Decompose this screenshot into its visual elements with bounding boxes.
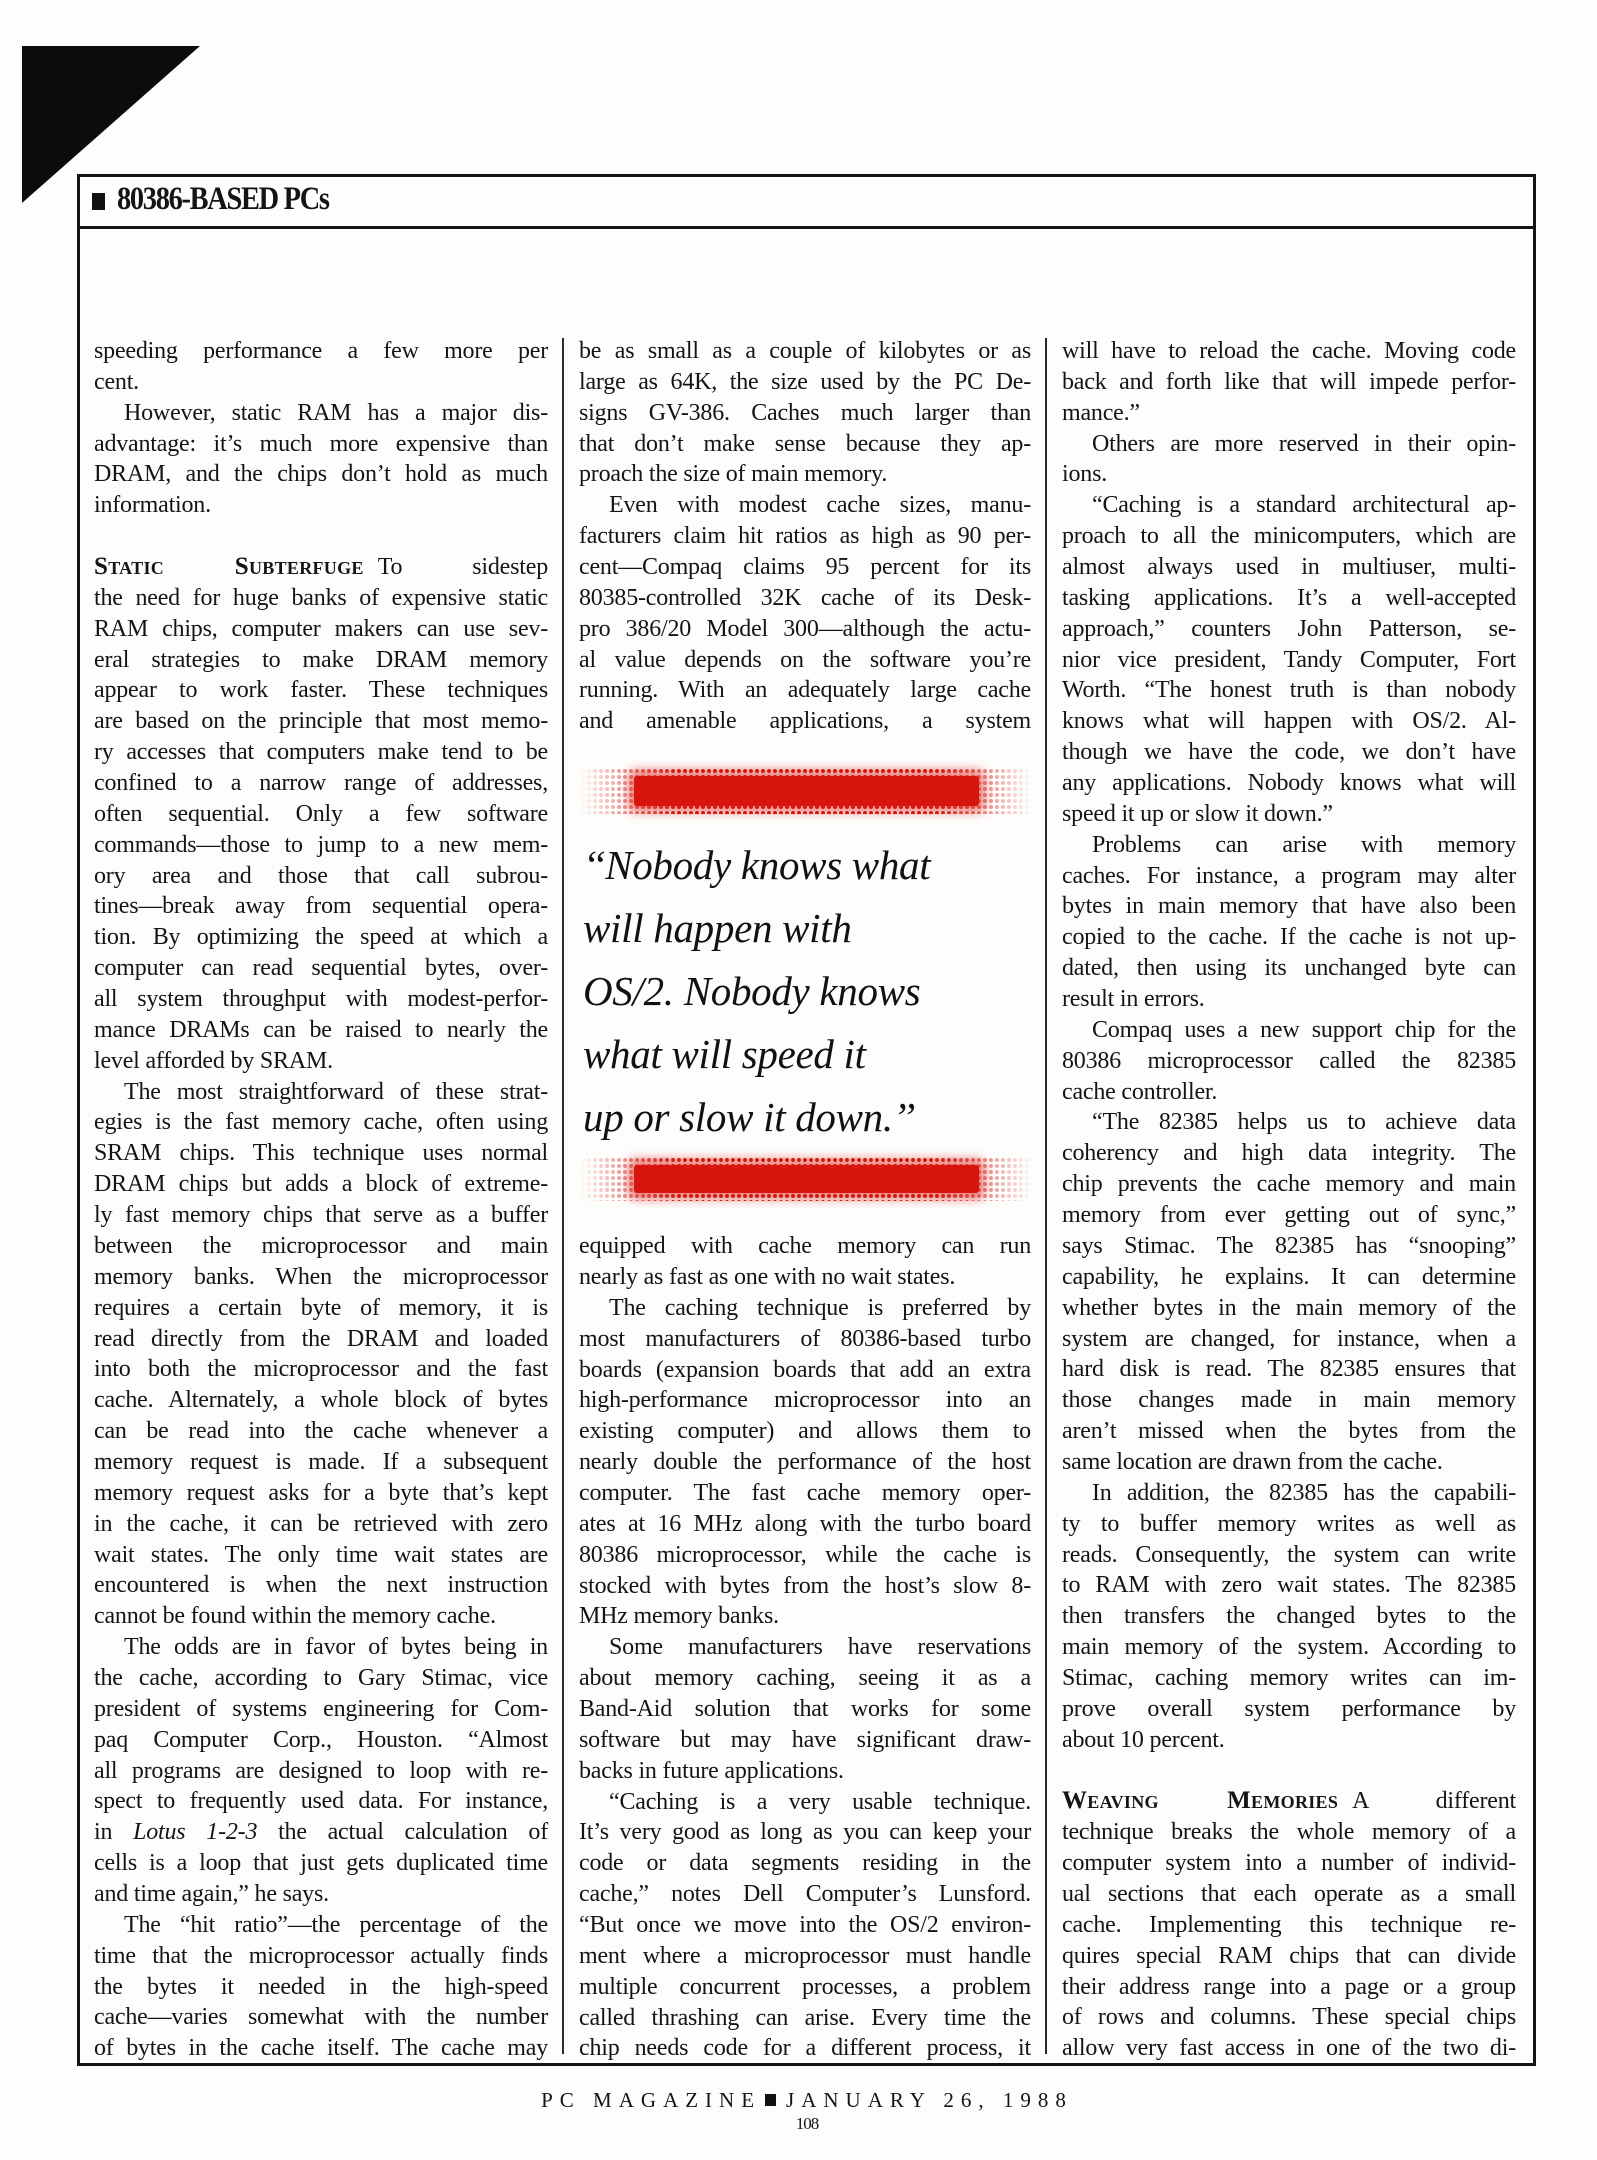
text-line: al value depends on the software you’re [579, 646, 1031, 673]
text-line: their address range into a page or a group [1062, 1973, 1516, 2000]
text-line: says Stimac. The 82385 has “snooping” [1062, 1232, 1516, 1259]
text-line: information. [94, 492, 211, 519]
text-line: boards (expansion boards that add an extra [579, 1356, 1031, 1383]
text-line: large as 64K, the size used by the PC De- [579, 368, 1031, 395]
text-line: 80386 microprocessor, while the cache is [579, 1541, 1031, 1568]
text-line: “Caching is a standard architectural ap- [1092, 492, 1516, 519]
column-rule [562, 338, 564, 2054]
text-line: paq Computer Corp., Houston. “Almost [94, 1726, 548, 1753]
text-line: “But once we move into the OS/2 environ- [579, 1911, 1031, 1938]
text-line: backs in future applications. [579, 1757, 844, 1784]
text-line: all programs are designed to loop with re- [94, 1757, 548, 1784]
text-line: software but may have significant draw- [579, 1726, 1031, 1753]
text-line: in the cache, it can be retrieved with zero [94, 1510, 548, 1537]
text-line: The odds are in favor of bytes being in [124, 1634, 548, 1661]
text-line: running. With an adequately large cache [579, 677, 1031, 704]
text-line: facturers claim hit ratios as high as 90 per- [579, 523, 1031, 550]
text-line: reads. Consequently, the system can write [1062, 1541, 1516, 1568]
text-line: called thrashing can arise. Every time the [579, 2004, 1031, 2031]
text-line: most manufacturers of 80386-based turbo [579, 1325, 1031, 1352]
text-line: aren’t missed when the bytes from the [1062, 1418, 1516, 1445]
text-line: “The 82385 helps us to achieve data [1092, 1109, 1516, 1136]
text-line: allow very fast access in one of the two di- [1062, 2035, 1516, 2062]
text-line: proach to all the minicomputers, which are [1062, 523, 1516, 550]
text-line: multiple concurrent processes, a problem [579, 1973, 1031, 2000]
text-line: president of systems engineering for Com- [94, 1695, 548, 1722]
text-line: and amenable applications, a system [579, 708, 1031, 735]
text-line: back and forth like that will impede perfor- [1062, 368, 1516, 395]
text-line: cent. [94, 368, 139, 395]
text-line: The caching technique is preferred by [609, 1294, 1031, 1321]
text-line: read directly from the DRAM and loaded [94, 1325, 548, 1352]
text-line: almost always used in multiuser, multi- [1062, 554, 1516, 581]
text-line: level afforded by SRAM. [94, 1047, 333, 1074]
page-number: 108 [795, 2114, 819, 2133]
column-2-top [579, 336, 1031, 737]
text-line: tasking applications. It’s a well-accepted [1062, 584, 1516, 611]
column-rule [1045, 338, 1047, 2054]
text-line: cells is a loop that just gets duplicated time [94, 1850, 548, 1877]
text-line: same location are drawn from the cache. [1062, 1448, 1443, 1475]
text-line: cache. Alternately, a whole block of bytes [94, 1387, 548, 1414]
bullet-square-icon [92, 193, 105, 210]
text-line: then transfers the changed bytes to the [1062, 1603, 1516, 1630]
text-line: Some manufacturers have reservations [609, 1634, 1031, 1661]
text-line: advantage: it’s much more expensive than [94, 430, 548, 457]
text-line: chip needs code for a different process, it [579, 2035, 1031, 2062]
text-line: of bytes in the cache itself. The cache may [94, 2035, 548, 2062]
section-header [77, 174, 1533, 229]
column-3 [1062, 336, 1516, 2064]
text-line: The “hit ratio”—the percentage of the [124, 1911, 548, 1938]
text-line: speeding performance a few more per [94, 338, 548, 364]
subheading: Static Subterfuge [94, 553, 364, 581]
text-line: Problems can arise with memory [1092, 831, 1516, 858]
text-line: DRAM chips but adds a block of extreme- [94, 1171, 548, 1198]
text-line: Band-Aid solution that works for some [579, 1695, 1031, 1722]
text-line: result in errors. [1062, 986, 1205, 1013]
product-name: Lotus 1-2-3 [133, 1819, 258, 1846]
text-line: will have to reload the cache. Moving code [1062, 338, 1516, 364]
text-line: speed it up or slow it down.” [1062, 800, 1333, 827]
text-line: knows what will happen with OS/2. Al- [1062, 708, 1516, 735]
column-1 [94, 336, 548, 2064]
page-footer [0, 2088, 1597, 2113]
text-line: existing computer) and allows them to [579, 1418, 1031, 1445]
text-line: The most straightforward of these strat- [124, 1078, 548, 1105]
pull-quote-line: will happen with [583, 905, 852, 951]
text-line: any applications. Nobody knows what will [1062, 770, 1516, 797]
text-line: whether bytes in the main memory of the [1062, 1294, 1516, 1321]
text-line: It’s very good as long as you can keep your [579, 1819, 1031, 1846]
text-line: proach the size of main memory. [579, 461, 888, 488]
text-line: ry accesses that computers make tend to be [94, 739, 548, 766]
text-line: signs GV-386. Caches much larger than [579, 399, 1031, 426]
text-line: commands—those to jump to a new mem- [94, 831, 548, 858]
text-line: memory banks. When the microprocessor [94, 1263, 548, 1290]
text-line: tines—break away from sequential opera- [94, 893, 548, 920]
text-line: between the microprocessor and main [94, 1232, 548, 1259]
text-line: main memory of the system. According to [1062, 1634, 1516, 1661]
text-line: chip prevents the cache memory and main [1062, 1171, 1516, 1198]
text-line: DRAM, and the chips don’t hold as much [94, 461, 548, 488]
text-line: MHz memory banks. [579, 1603, 779, 1630]
text-line: cent—Compaq claims 95 percent for its [579, 554, 1031, 581]
text-line: cache—varies somewhat with the number [94, 2004, 548, 2031]
text-line: mance DRAMs can be raised to nearly the [94, 1016, 548, 1043]
text-line: pro 386/20 Model 300—although the actu- [579, 615, 1031, 642]
text-line: to RAM with zero wait states. The 82385 [1062, 1572, 1516, 1599]
text-line: computer. The fast cache memory oper- [579, 1479, 1031, 1506]
text-line: prove overall system performance by [1062, 1695, 1516, 1722]
text-line: appear to work faster. These techniques [94, 677, 548, 704]
text-line: memory request asks for a byte that’s kept [94, 1479, 548, 1506]
text-line: ment where a microprocessor must handle [579, 1942, 1031, 1969]
text-line: However, static RAM has a major dis- [124, 399, 548, 426]
text-line: spect to frequently used data. For instance, [94, 1788, 548, 1815]
text-line: requires a certain byte of memory, it is [94, 1294, 548, 1321]
bullet-square-icon [765, 2094, 776, 2106]
text-line: hard disk is read. The 82385 ensures that [1062, 1356, 1516, 1383]
pull-quote-line: ‘‘Nobody knows what [583, 842, 931, 888]
pull-quote-line: what will speed it [583, 1031, 866, 1077]
text-line: 80385-controlled 32K cache of its Desk- [579, 584, 1031, 611]
text-line: encountered is when the next instruction [94, 1572, 548, 1599]
text-line: of rows and columns. These special chips [1062, 2004, 1516, 2031]
text-line: cache controller. [1062, 1078, 1218, 1105]
text-line: capability, he explains. It can determine [1062, 1263, 1516, 1290]
issue-date: JANUARY 26, 1988 [786, 2088, 1073, 2112]
text-line: that don’t make sense because they ap- [579, 430, 1031, 457]
text-line: the need for huge banks of expensive static [94, 584, 548, 611]
text-line: mance.” [1062, 399, 1140, 426]
text-line: the bytes it needed in the high-speed [94, 1973, 548, 2000]
text-line: about memory caching, seeing it as a [579, 1665, 1031, 1692]
text-line: approach,” counters John Patterson, se- [1062, 615, 1516, 642]
text-line: nearly double the performance of the host [579, 1449, 1031, 1476]
text-line: memory from ever getting out of sync,” [1062, 1202, 1516, 1229]
text-line: high-performance microprocessor into an [579, 1387, 1031, 1414]
text-line: Stimac, caching memory writes can im- [1062, 1664, 1516, 1691]
text-line: Others are more reserved in their opin- [1092, 430, 1516, 457]
text-line [1062, 1756, 1516, 1787]
text-line: cache. Implementing this technique re- [1062, 1911, 1516, 1938]
text-line: stocked with bytes from the host’s slow 8- [579, 1572, 1031, 1599]
publication-name: PC MAGAZINE [541, 2088, 762, 2112]
text-line: and time again,” he says. [94, 1880, 329, 1907]
text-line: though we have the code, we don’t have [1062, 739, 1516, 766]
text-line: tion. By optimizing the speed at which a [94, 924, 548, 951]
section-title: 80386-BASED PCs [117, 181, 329, 217]
text-line: confined to a narrow range of addresses, [94, 770, 548, 797]
pull-quote-top-band [580, 768, 1033, 814]
text-line: SRAM chips. This technique uses normal [94, 1140, 548, 1167]
text-line: those changes made in main memory [1062, 1387, 1516, 1414]
text-line: ly fast memory chips that serve as a buffer [94, 1202, 548, 1229]
text-line: all system throughput with modest-perfor- [94, 986, 548, 1013]
text-line: ates at 16 MHz along with the turbo board [579, 1510, 1031, 1537]
text-line: are based on the principle that most memo- [94, 708, 548, 735]
subheading: Weaving Memories [1062, 1787, 1339, 1815]
text-line: equipped with cache memory can run [579, 1233, 1031, 1260]
text-line: the cache, according to Gary Stimac, vice [94, 1664, 548, 1691]
text-line: computer system into a number of individ- [1062, 1850, 1516, 1877]
text-line: memory request is made. If a subsequent [94, 1448, 548, 1475]
text-line: dated, then using its unchanged byte can [1062, 955, 1516, 982]
text-line: Weaving Memories A different [1062, 1787, 1516, 1815]
text-line: ty to buffer memory writes as well as [1062, 1510, 1516, 1537]
text-line: be as small as a couple of kilobytes or as [579, 338, 1031, 364]
text-line: Worth. “The honest truth is than nobody [1062, 677, 1516, 704]
text-line: wait states. The only time wait states are [94, 1541, 548, 1568]
text-line: system are changed, for instance, when a [1062, 1325, 1516, 1352]
text-line: Compaq uses a new support chip for the [1092, 1016, 1516, 1043]
pull-quote [583, 834, 1033, 1149]
text-line: time that the microprocessor actually finds [94, 1942, 548, 1969]
text-line: Static Subterfuge To sidestep [94, 553, 548, 581]
text-line: computer can read sequential bytes, over- [94, 955, 548, 982]
text-line: often sequential. Only a few software [94, 800, 548, 827]
text-line: nearly as fast as one with no wait states. [579, 1263, 956, 1290]
text-line: caches. For instance, a program may alter [1062, 862, 1516, 889]
text-line: “Caching is a very usable technique. [609, 1788, 1031, 1815]
text-line: technique breaks the whole memory of a [1062, 1819, 1516, 1846]
text-line [94, 521, 548, 552]
text-line: egies is the fast memory cache, often using [94, 1109, 548, 1136]
text-line: cannot be found within the memory cache. [94, 1603, 496, 1630]
text-line: quires special RAM chips that can divide [1062, 1942, 1516, 1969]
text-line: eral strategies to make DRAM memory [94, 646, 548, 673]
text-line: In addition, the 82385 has the capabili- [1092, 1479, 1516, 1506]
text-line: copied to the cache. If the cache is not up- [1062, 924, 1516, 951]
text-line: 80386 microprocessor called the 82385 [1062, 1047, 1516, 1074]
text-line: ual sections that each operate as a small [1062, 1880, 1516, 1907]
text-line: bytes in main memory that have also been [1062, 893, 1516, 920]
text-line: coherency and high data integrity. The [1062, 1140, 1516, 1167]
column-2-bottom [579, 1231, 1031, 2064]
text-line: in Lotus 1-2-3 the actual calculation of [94, 1819, 548, 1846]
text-line: ory area and those that call subrou- [94, 862, 548, 889]
text-line: cache,” notes Dell Computer’s Lunsford. [579, 1881, 1031, 1908]
text-line: ions. [1062, 461, 1108, 488]
text-line: code or data segments residing in the [579, 1850, 1031, 1877]
text-line: nior vice president, Tandy Computer, Fort [1062, 646, 1516, 673]
text-line: Even with modest cache sizes, manu- [609, 492, 1031, 519]
pull-quote-line: OS/2. Nobody knows [583, 968, 921, 1014]
text-line: into both the microprocessor and the fast [94, 1356, 548, 1383]
pull-quote-bottom-band [580, 1157, 1033, 1201]
text-line: can be read into the cache whenever a [94, 1418, 548, 1445]
pull-quote-line: up or slow it down.’’ [583, 1094, 915, 1140]
text-line: about 10 percent. [1062, 1726, 1225, 1753]
text-line: RAM chips, computer makers can use sev- [94, 615, 548, 642]
